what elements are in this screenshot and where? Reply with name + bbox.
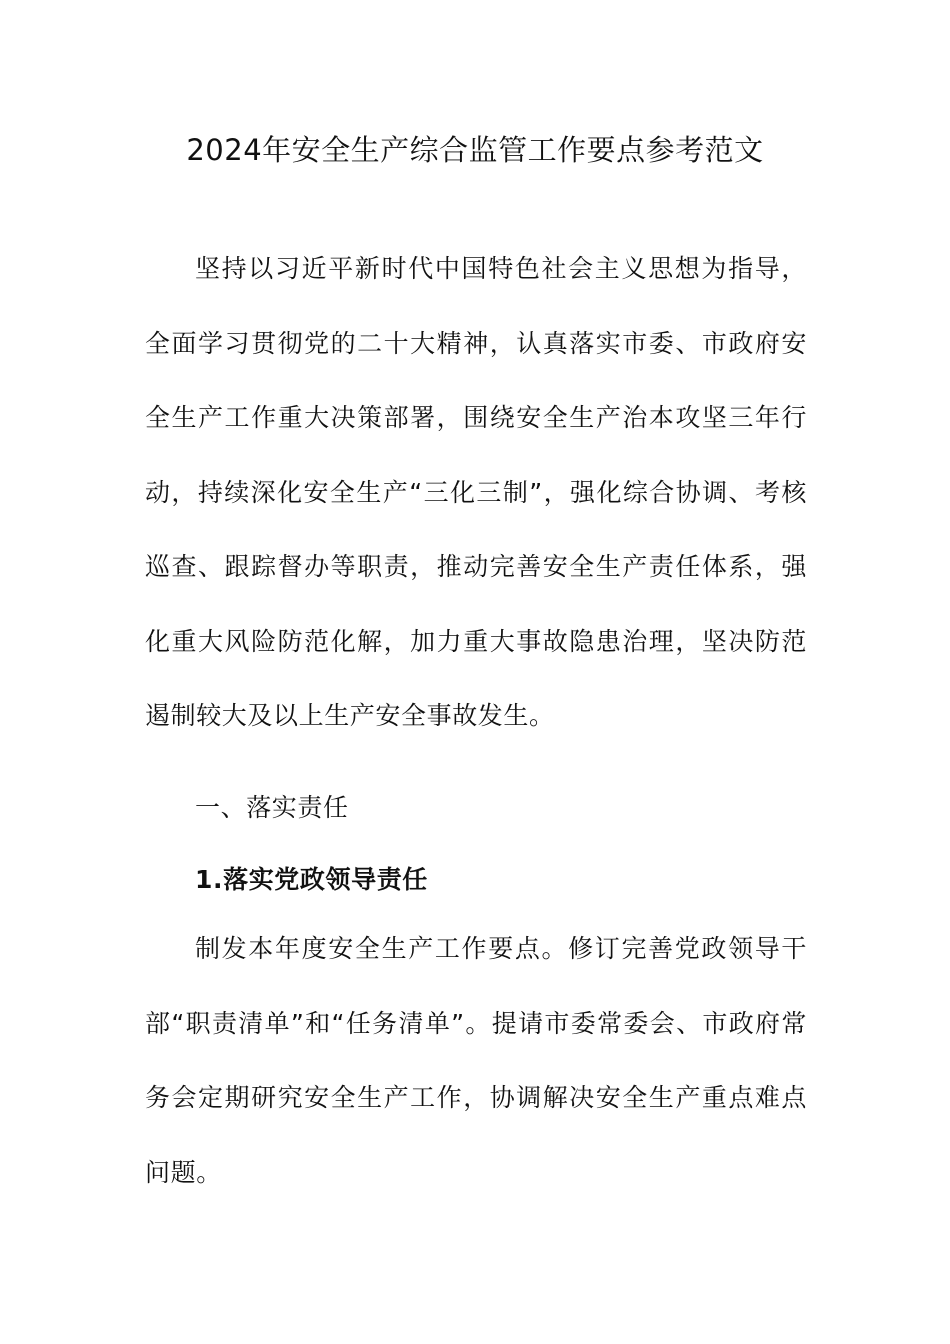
subsection-heading: 1.落实党政领导责任	[195, 865, 428, 894]
intro-paragraph: 坚持以习近平新时代中国特色社会主义思想为指导，全面学习贯彻党的二十大精神，认真落实市委、市政府安全生产工作重大决策部署，围绕安全生产治本攻坚三年行动，持续深化安全生产“三化三制”，强化综合协调、考核巡查、跟踪督办等职责，推动完善安全生产责任体系，强化重大风险防范化解，加力重大事故隐患治理，坚决防范遏制较大及以上生产安全事故发生。	[145, 254, 807, 730]
section-heading: 一、落实责任	[195, 793, 349, 822]
document-title: 2024年安全生产综合监管工作要点参考范文	[186, 133, 764, 167]
subsection-paragraph: 制发本年度安全生产工作要点。修订完善党政领导干部“职责清单”和“任务清单”。提请市委常委会、市政府常务会定期研究安全生产工作，协调解决安全生产重点难点问题。	[145, 934, 807, 1187]
